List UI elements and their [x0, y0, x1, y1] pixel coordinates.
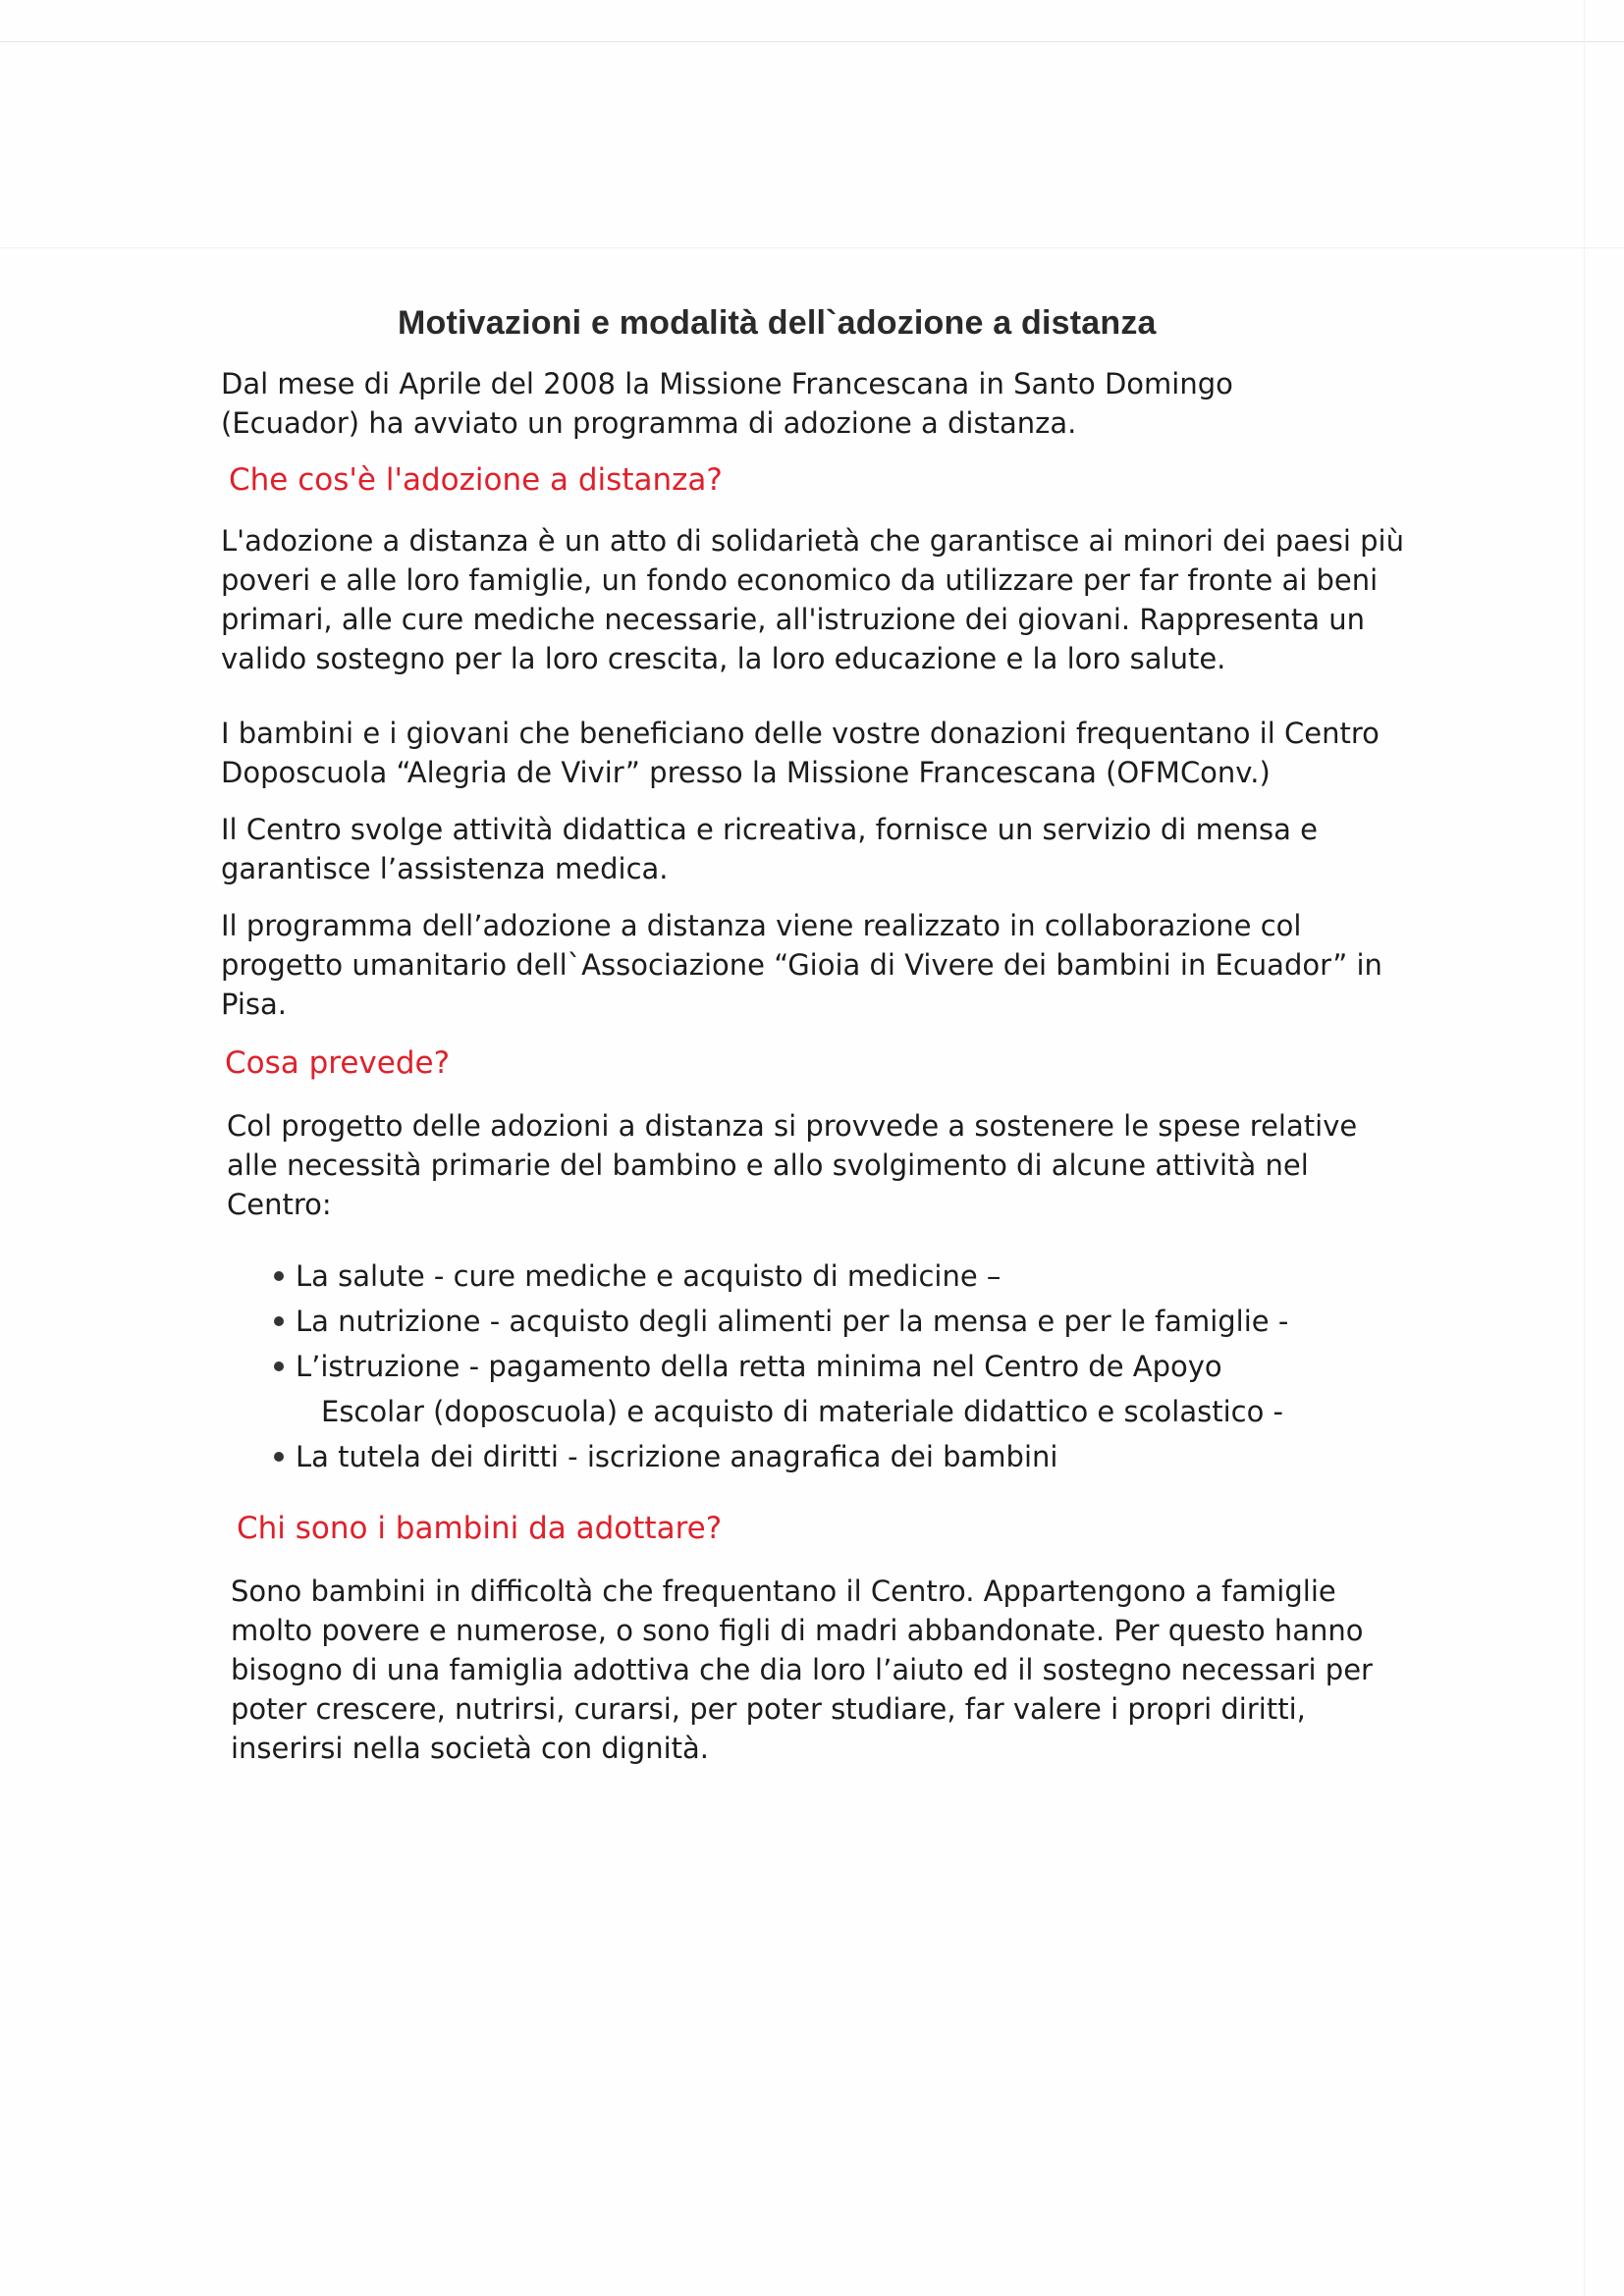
paragraph-children: Sono bambini in difficoltà che frequentano il Centro. Appartengono a famiglie molto povere e numerose, o sono figli di madri abbandonate. Per questo hanno bisogno di una famiglia adottiva che dia loro l’aiuto ed il sostegno necessari per poter crescere, nutrirsi, curarsi, per poter studiare, far valere i propri diritti, inserirsi nella società con dignità.	[231, 1575, 1373, 1765]
paragraph-centre: Il Centro svolge attività didattica e ricreativa, fornisce un servizio di mensa e garantisce l’assistenza medica.	[221, 813, 1318, 885]
scan-artifact-line	[0, 41, 1624, 42]
bullet-icon	[274, 1362, 284, 1371]
list-item-text: L’istruzione - pagamento della retta minima nel Centro de Apoyo	[296, 1350, 1222, 1383]
document-title: Motivazioni e modalità dell`adozione a distanza	[398, 304, 1157, 342]
list-item-health	[274, 1254, 1429, 1299]
paragraph-collaboration: Il programma dell’adozione a distanza viene realizzato in collaborazione col progetto umanitario dell`Associazione “Gioia di Vivere dei bambini in Ecuador” in Pisa.	[221, 909, 1382, 1021]
list-item-text: La nutrizione - acquisto degli alimenti per la mensa e per le famiglie -	[296, 1305, 1289, 1338]
list-item-text: La salute - cure mediche e acquisto di medicine –	[296, 1259, 1001, 1293]
paragraph-definition: L'adozione a distanza è un atto di solidarietà che garantisce ai minori dei paesi più poveri e alle loro famiglie, un fondo economico da utilizzare per far fronte ai beni primari, alle cure mediche necessarie, all'istruzione dei giovani. Rappresenta un valido sostegno per la loro crescita, la loro educazione e la loro salute.	[221, 524, 1404, 675]
bullet-icon	[274, 1452, 284, 1462]
bullet-icon	[274, 1316, 284, 1326]
list-item-text: La tutela dei diritti - iscrizione anagrafica dei bambini	[296, 1440, 1058, 1473]
section-heading-what-is: Che cos'è l'adozione a distanza?	[229, 462, 723, 498]
intro-paragraph: Dal mese di Aprile del 2008 la Missione Francescana in Santo Domingo (Ecuador) ha avviato un programma di adozione a distanza.	[221, 367, 1233, 440]
support-list	[274, 1254, 1429, 1479]
list-item-nutrition	[274, 1299, 1429, 1344]
list-item-education	[274, 1344, 1429, 1434]
bullet-icon	[274, 1271, 284, 1281]
scan-artifact-edge	[1584, 0, 1585, 2296]
list-item-rights	[274, 1434, 1429, 1479]
scan-artifact-line	[0, 247, 1624, 248]
paragraph-beneficiaries: I bambini e i giovani che beneficiano delle vostre donazioni frequentano il Centro Doposcuola “Alegria de Vivir” presso la Missione Francescana (OFMConv.)	[221, 717, 1380, 789]
section-heading-children: Chi sono i bambini da adottare?	[237, 1511, 723, 1546]
paragraph-project: Col progetto delle adozioni a distanza si provvede a sostenere le spese relative alle necessità primarie del bambino e allo svolgimento di alcune attività nel Centro:	[227, 1109, 1358, 1221]
document-body	[221, 304, 1429, 1768]
list-item-text-continued: Escolar (doposcuola) e acquisto di materiale didattico e scolastico -	[321, 1395, 1284, 1428]
section-heading-provides: Cosa prevede?	[225, 1045, 451, 1081]
